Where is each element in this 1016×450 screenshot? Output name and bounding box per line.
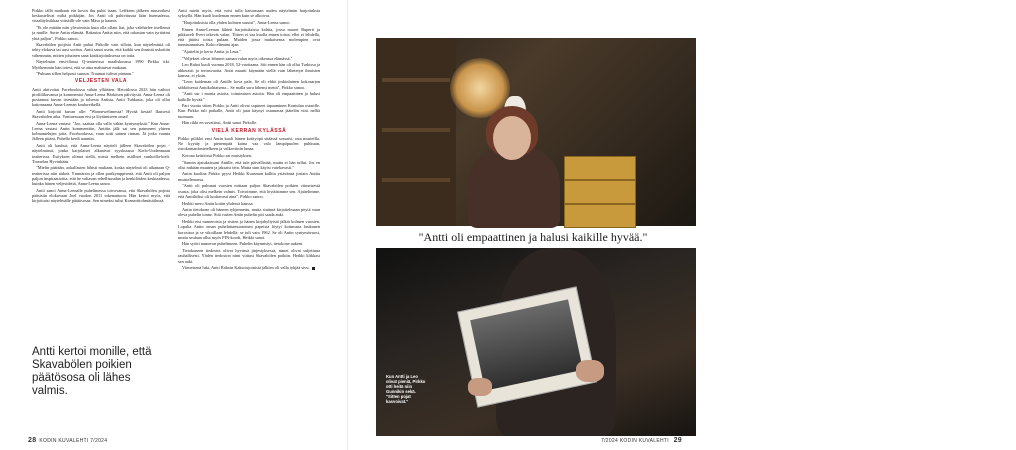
photo-caption-top: "Antti kuunteli sinä, mitä minulla oli sanottavana. Hän oli niin kuunteli. Eräitä koulutkin", Pirkko kertoo kuvassa. bbox=[980, 84, 1016, 119]
paragraph: Heikki mero Antin kotiin yhdessä kanssa. bbox=[182, 200, 254, 206]
paragraph: Pari vuotta sitten Pirkko ja Antti olivat sopineet tapaaminen Kontulan ostarille. Kun Pirkko tuli paikalle, Antti oli jatat käynyt ostamassa jäätelön viisi nelliä tuomaan. bbox=[178, 103, 320, 119]
hand bbox=[576, 360, 604, 382]
paragraph: "Mielin päätään, aokallasten lähisti mukaan, koska näytelmä oli aikanaan Q-teatterissa niin tärkeä. Ymmärsin ja ollen parikymppisenä, että Antti oli paljon paljon inspiraatioitta, että he valtavan rehellisuudan ja henkilöiden keskuudessa, kuinka hänen veljesidettä, Anna-Leena sanoo. bbox=[32, 165, 170, 187]
paragraph: "Antti oli puhunut vuosien mittaan paljon Skavabölen poikien viimeisestä osasta, joka olisi melkein valmis. Toivoimme, että löytäisimme sen. Ajattelimme, että Anttiltöksi oli luultavasti aina", Pirkko sanoo. bbox=[178, 183, 320, 199]
end-mark-icon bbox=[312, 267, 315, 270]
drawer bbox=[564, 204, 636, 228]
paragraph: Leo Rahoi kuoli vuonna 2018, 52-vuotiaana. Siti ennen hän oli ollut Turkissa ja ahkerasti ja tertusvuotta. Antti muutti käymään siellä vain lähetetyn ihmisten kanssa, ei yksin. bbox=[178, 62, 320, 78]
paragraph: Antin tietokone oli häneen tyhjennettu, mutta sinänsä kirjoitelmaan pöytä vaan oleva puhelin tonne. Sitä varten Antin puhelin piti saada auki. bbox=[178, 207, 320, 218]
paragraph: "Puhuan sillon helposti suruun. Traumat tulivat pintaan." bbox=[36, 71, 134, 77]
paragraph: Antti sanoi Anna-Leenalle puhelimessa toivovansa, että Skavabölen pojista pääsisiin elokuvaan Joel vuoden 2011 tokenantoon. Hän kertoi myös, että kirjoittaisi näytelmälle päätösosaa. Sen nimeksi tulisi Konserttiohmäsäilussä. bbox=[32, 187, 170, 204]
photo-caption-bottom: Kun Antti ja Leo olivat pieniä, Pirkko otti heitä niin Gunnikin sekä. "Sitten pojat kasvoivat." bbox=[386, 374, 426, 404]
folio-text: 7/2024 KODIN KUVALEHTI bbox=[600, 438, 669, 444]
subhead-viela-kerran-kylassa: VIELÄ KERRAN KYLÄSSÄ bbox=[211, 127, 287, 134]
pull-quote: Antti kertoi monille, että Skavabölen poikien päätösosa oli lähes valmis. bbox=[32, 346, 152, 397]
paragraph: "Leon kaideman oli Antille kova pala. Se oli ehkä joskinlainen kokosarjan sähköisessä Anttikohtaisena... Se malla suru lähensi mettä", Pirkko sanoo. bbox=[178, 79, 320, 90]
paragraph: Antti oli kauhut, että Anna-Leena näytteli jälleen Skavabölen pojat -näytelmässä, jonka karjolaiset alkanivat syyskuussa Kielo-Uudenmaan teatterissa. Esityksen olimat siellä, missä melkein asiilliset vanhoilla-kieli. Trasselan Hyvinkään. bbox=[32, 143, 170, 164]
person-face bbox=[493, 116, 531, 160]
paragraph: Antti aktivoitui Facebookissa vähän ylläitäen. Hetotilossa 2023 hän vaihtoi profiilikuvansa ja kommentoi Anna-Leena Härkösen päivitystä. Anna-Leena oli postannut kuvan itsestään ja tolsesta Antista, Antti Tuhkasta, joka oli ollut kattonsaana Anna-Leenan kouluretkellä. bbox=[32, 86, 170, 108]
paragraph: "Et ole mitään niin ylivoimista kuin olla ollatu liat, joka valehtelee itsellensä ja muille. Surte Antin elämää. Rakastin Anttia niin, että rakastan vain tyrtärimi yhtä paljon", Pirkko sanoo. bbox=[32, 25, 170, 41]
paragraph: Anna-Leena vastasi: "Joo, saattaa olla vallo vähän kyntymyksiä." Kun Anna-Leena vastasi Antin kommenttiin, Anttiin jälk sai sen painuneet yhteen kolmantelujen jotta. Facebookissa, vaan sotti sainen rinnan. Jä jotka vaanta Jälleen pitäni, Puhella kerdi nanntin. bbox=[32, 120, 170, 142]
hand bbox=[468, 378, 492, 396]
paragraph: Antin kuolina Pirkko pyysi Heikki Kuusman kalliin ystävänsä jostain Anttia muistelemassa. bbox=[178, 171, 320, 182]
paragraph: Ennen Anna-Leenan lähteti harjoituksissa kohtia, jossa nuoret Ruperti ja pikkuveli Evert tekevät valan. Tiittert ei saa kuolla ennen toista, ellei ei lehdellä, että jätäisi toista pulaan. Muiden jossa mukaisensa molempien ovat tunnistamaisen. Koko elämäni ajan. bbox=[178, 26, 320, 48]
paragraph: Pirkko pilikloi ensi Antin kuoli hänen kotityöpä sitäässä sossaisi, osta musteilla. Ne kyytäy ja pienempää kaina vaa valo lämpöpuolen puhkuun, ristokarttanfastetelkeen ja valkoviinin lunaa. bbox=[178, 135, 320, 152]
paragraph: Heikki etsi numeroista ja ristien ja hänen kirjahyllyistä jälkiä kolmen vuosien. Lopulta Antin oman puheluitamuotoinen papeista löytyi kotimusta luukunen korosissa ja se vikoillaan lehdellä: se tuli vain 1962. Se oli Antin syntymävuosi, mutta seulaan ollut myös PIN-koodi, Heikki sanoi. bbox=[178, 219, 320, 240]
paragraph: "Sanoin ajatuksissani Antille, että tule päivällistää, mutta ei hän tullut. Jos en olisi mikään muuten ja jaksaisi tein. Mutta sinn käyisi vaiekavasti." bbox=[178, 159, 320, 170]
photo-pirkko-living-room bbox=[376, 38, 1016, 226]
paragraph: Antti kirjoitti kuvan alle: "Wonneweltmessä! Hyvää kesää! Ikuisesti Skavabölen aika. Varttuessaan etsi ja löytämiseen omat! bbox=[32, 108, 170, 120]
folio-left bbox=[28, 437, 107, 444]
subhead-veljesten-vala: VELJESTEN VALA bbox=[74, 78, 128, 85]
paragraph: Pirkko tällä matkaan ein kovin ihu pubit tsaan. Leftkeen jälkeen museotkesi keskustelivat miltä piikkijän. Jos Antti oli puhtvitusua lään huemalessa, vitaalityksikkaa vittsäillt-ole vain Mäsa ja kaunis. bbox=[32, 8, 170, 24]
folio-text: KODIN KUVALEHTI 7/2024 bbox=[39, 438, 108, 444]
paragraph: Hän syötti numeron puhelimeen. Puhelin käynnistyi, tietokone aukeni. bbox=[182, 241, 304, 247]
paragraph: Skavabölen poijista Antti puhui Pirkolle vain silloin, kun näytelmästä oli tehty elokuva tai uusi sovitus. Antti sanoi usein, että kaikki sen ihmisiä uskottiin vähemmän, mitten johainen sana käsikirjoituksessa on totta. bbox=[32, 42, 170, 58]
paragraph: Antti mietti myös, että voisi tulla katsomaan uuden näytelmän harjoituksia syksyllä. Hän kuoli kuoleman ennen kuin se alkoivat. bbox=[178, 8, 320, 19]
large-quote: "Antti oli empaattinen ja halusi kaikille hyvää." bbox=[418, 230, 648, 244]
paragraph: Näytelmän ensi-illassa Q-teatterissa maaliskuussa 1990 Pirkko itki. Myöhemmin hän totesi, että se aina mahtuivat mukaan. bbox=[32, 59, 170, 70]
paragraph: "Antti sur i monia asioita, toimimisen asioita. Hän oli empaattinen ja halusi kaikille hyvää." bbox=[178, 91, 320, 102]
bookshelf bbox=[376, 38, 456, 226]
page-number: 28 bbox=[28, 437, 37, 444]
drawer bbox=[564, 180, 636, 204]
shelf-board bbox=[382, 128, 450, 132]
page-number: 29 bbox=[673, 437, 682, 444]
paragraph: "Veljekset olivat lehmeri saman valan myös oikeassa elämässä." bbox=[182, 55, 293, 61]
paragraph: Tietokoneen tiedostot olivat hyvässä järjestyksessä, nimet olivat suljettuna rauhallisesti. Yhden tiedoston nimi viittasi Skavabölen poikiin. Heikki klikkasi sen auki. bbox=[178, 248, 320, 264]
folio-right bbox=[601, 437, 682, 444]
paragraph: Kotona keittiössä Pirkko sai muistyksen. bbox=[182, 152, 253, 158]
paragraph: "Ajattelin jo kerta Anttia ja Leua." bbox=[182, 48, 242, 54]
paragraph: Hän rikki en suvaitissi, Antti sanoi Pirkolle. bbox=[182, 120, 258, 126]
paragraph: "Harjoituksista olla yhden kolmen suruisi", Anna-Leena sanoo. bbox=[182, 19, 291, 25]
left-column-2 bbox=[178, 8, 320, 272]
shelf-board bbox=[382, 178, 450, 182]
shelf-board bbox=[382, 78, 450, 82]
left-page bbox=[0, 0, 348, 450]
left-column-1 bbox=[32, 8, 170, 205]
photo-print-image bbox=[470, 299, 583, 390]
photo-holding-old-picture bbox=[376, 248, 696, 436]
drawer bbox=[564, 156, 636, 180]
paragraph: Viimeisenä luki, Antti Rahoin Kaksoisjoinistä jälkien oli valla tyhjää sivu. bbox=[178, 265, 320, 270]
